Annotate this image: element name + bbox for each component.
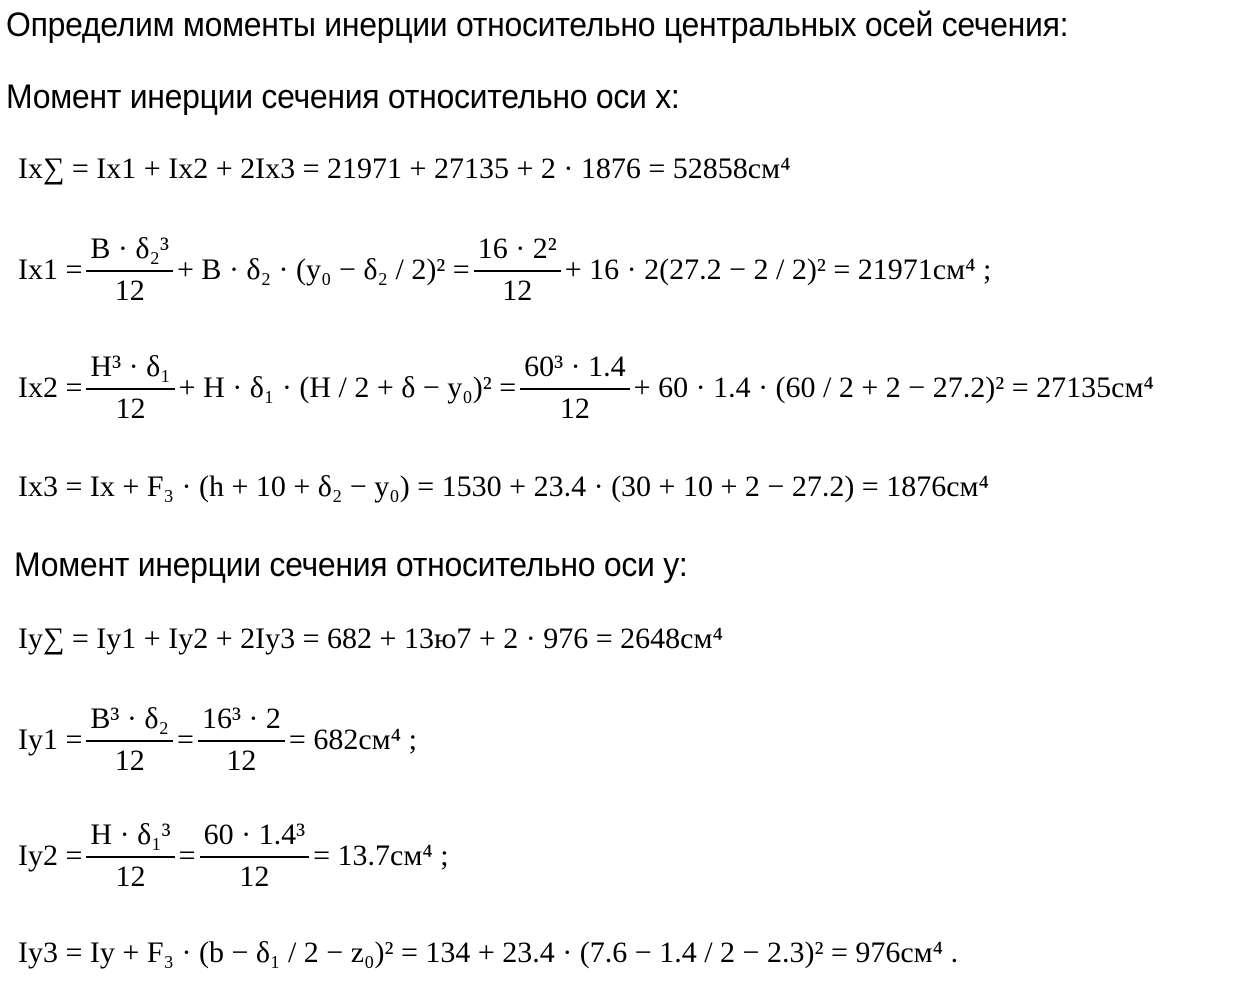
iy2-middle: =: [178, 839, 196, 872]
ix1-lhs: Ix1 =: [18, 253, 83, 286]
ix2-fraction-1: [86, 350, 174, 426]
iy1-rhs: = 682см⁴ ;: [288, 723, 417, 756]
iy2-rhs: = 13.7см⁴ ;: [313, 839, 449, 872]
ix2-fraction-2: [520, 350, 629, 426]
intro-heading: Определим моменты инерции относительно центральных осей сечения:: [6, 6, 1069, 44]
iy2-fraction-1-numerator: H · δ₁³: [86, 818, 174, 858]
iy1-fraction-1-denominator: 12: [114, 744, 145, 777]
iy-sum-text: Iy∑ = Iy1 + Iy2 + 2Iy3 = 682 + 13ю7 + 2 · 976 = 2648см⁴: [18, 622, 723, 655]
iy2-fraction-2-denominator: 12: [239, 860, 270, 893]
ix2-fraction-1-denominator: 12: [115, 392, 146, 425]
ix1-middle: + B · δ₂ · (y₀ − δ₂ / 2)² =: [177, 253, 470, 286]
iy1-fraction-1: [86, 702, 173, 778]
ix3-text: Ix3 = Ix + F₃ · (h + 10 + δ₂ − y₀) = 1530 + 23.4 · (30 + 10 + 2 − 27.2) = 1876см⁴: [18, 470, 989, 503]
iy1-lhs: Iy1 =: [18, 723, 83, 756]
ix2-rhs: + 60 · 1.4 · (60 / 2 + 2 − 27.2)² = 27135см⁴: [633, 371, 1154, 404]
ix2-fraction-2-numerator: 60³ · 1.4: [520, 350, 629, 390]
iy1-fraction-2-numerator: 16³ · 2: [198, 702, 285, 742]
iy2-fraction-1-denominator: 12: [115, 860, 146, 893]
iy2-equation: [18, 818, 449, 894]
ix1-fraction-1-denominator: 12: [114, 274, 145, 307]
ix2-fraction-1-numerator: H³ · δ₁: [86, 350, 174, 390]
iy3-text: Iy3 = Iy + F₃ · (b − δ₁ / 2 − z₀)² = 134 + 23.4 · (7.6 − 1.4 / 2 − 2.3)² = 976см⁴ .: [18, 936, 959, 969]
ix-sum-text: Ix∑ = Ix1 + Ix2 + 2Ix3 = 21971 + 27135 + 2 · 1876 = 52858см⁴: [18, 152, 791, 185]
iy3-equation: [18, 936, 958, 970]
iy2-fraction-2: [200, 818, 309, 894]
ix1-fraction-1: [86, 232, 173, 308]
ix2-lhs: Ix2 =: [18, 371, 83, 404]
iy1-fraction-2: [198, 702, 285, 778]
ix2-equation: [18, 350, 1154, 426]
iy1-equation: [18, 702, 417, 778]
ix2-middle: + H · δ₁ · (H / 2 + δ − y₀)² =: [178, 371, 517, 404]
ix1-rhs: + 16 · 2(27.2 − 2 / 2)² = 21971см⁴ ;: [564, 253, 992, 286]
ix1-equation: [18, 232, 991, 308]
ix2-fraction-2-denominator: 12: [559, 392, 590, 425]
iy1-middle: =: [177, 723, 194, 756]
iy-sum-equation: [18, 622, 723, 656]
ix1-fraction-1-numerator: B · δ₂³: [86, 232, 173, 272]
ix1-fraction-2: [474, 232, 561, 308]
iy2-lhs: Iy2 =: [18, 839, 83, 872]
axis-y-heading: Момент инерции сечения относительно оси у:: [14, 546, 688, 584]
iy1-fraction-2-denominator: 12: [226, 744, 257, 777]
ix-sum-equation: [18, 152, 791, 186]
iy2-fraction-1: [86, 818, 174, 894]
axis-x-heading: Момент инерции сечения относительно оси х:: [6, 78, 680, 116]
ix3-equation: [18, 470, 989, 504]
iy1-fraction-1-numerator: B³ · δ₂: [86, 702, 173, 742]
ix1-fraction-2-denominator: 12: [502, 274, 533, 307]
iy2-fraction-2-numerator: 60 · 1.4³: [200, 818, 309, 858]
ix1-fraction-2-numerator: 16 · 2²: [474, 232, 561, 272]
